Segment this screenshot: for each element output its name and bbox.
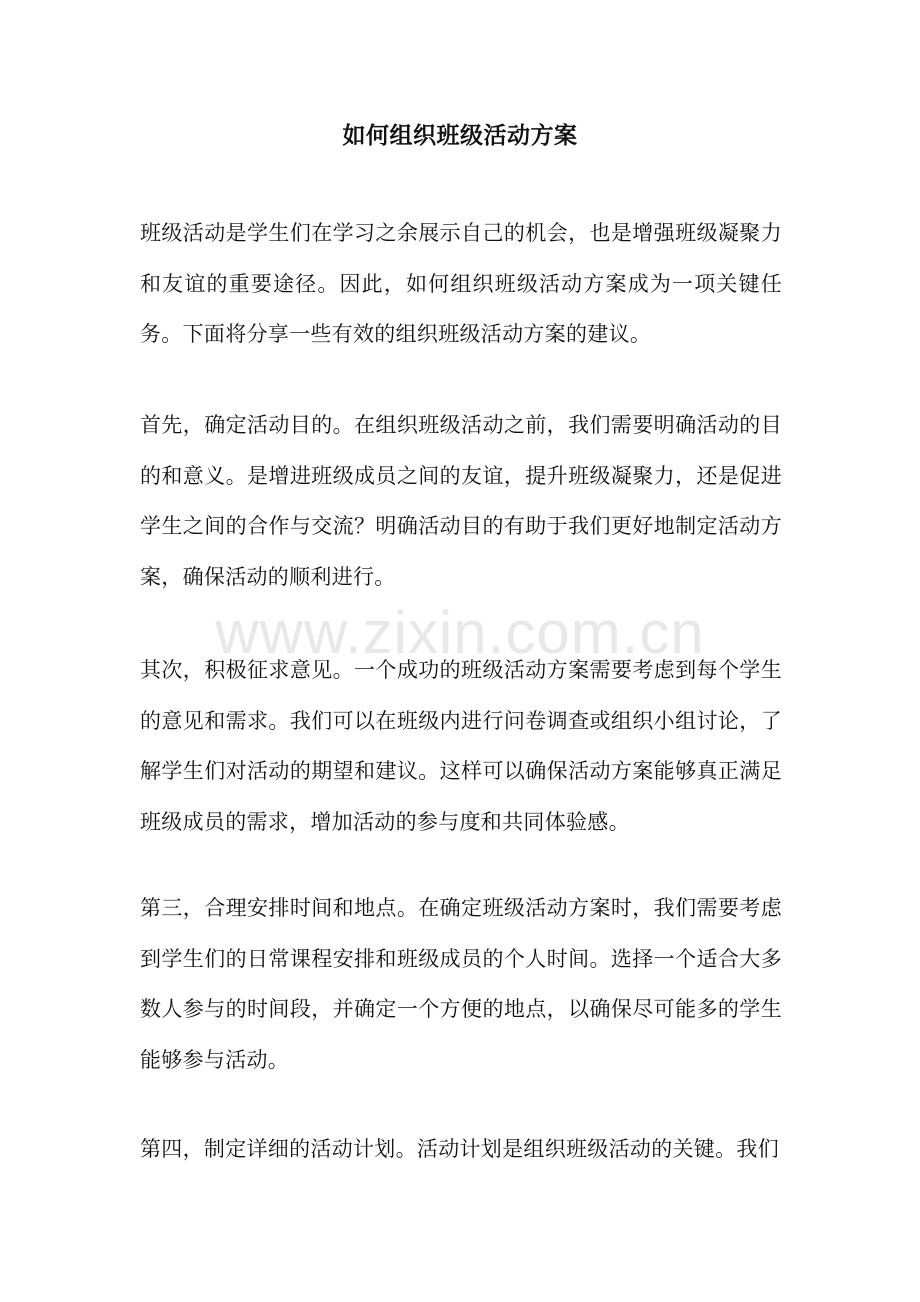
paragraph-first: 首先，确定活动目的。在组织班级活动之前，我们需要明确活动的目的和意义。是增进班级成员之间的友谊，提升班级凝聚力，还是促进学生之间的合作与交流？明确活动目的有助于我们更好地制定活动方案，确保活动的顺利进行。 [140, 413, 782, 589]
paragraph-second: 其次，积极征求意见。一个成功的班级活动方案需要考虑到每个学生的意见和需求。我们可以在班级内进行问卷调查或组织小组讨论，了解学生们对活动的期望和建议。这样可以确保活动方案能够真正满足班级成员的需求，增加活动的参与度和共同体验感。 [140, 658, 782, 834]
document-title: 如何组织班级活动方案 [342, 122, 578, 149]
paragraph-third: 第三，合理安排时间和地点。在确定班级活动方案时，我们需要考虑到学生们的日常课程安排和班级成员的个人时间。选择一个适合大多数人参与的时间段，并确定一个方便的地点，以确保尽可能多的学生能够参与活动。 [140, 896, 782, 1072]
paragraph-intro: 班级活动是学生们在学习之余展示自己的机会，也是增强班级凝聚力和友谊的重要途径。因此，如何组织班级活动方案成为一项关键任务。下面将分享一些有效的组织班级活动方案的建议。 [140, 221, 782, 346]
paragraph-fourth: 第四，制定详细的活动计划。活动计划是组织班级活动的关键。我们 [140, 1137, 779, 1161]
watermark: www.zixin.com.cn [215, 599, 705, 666]
